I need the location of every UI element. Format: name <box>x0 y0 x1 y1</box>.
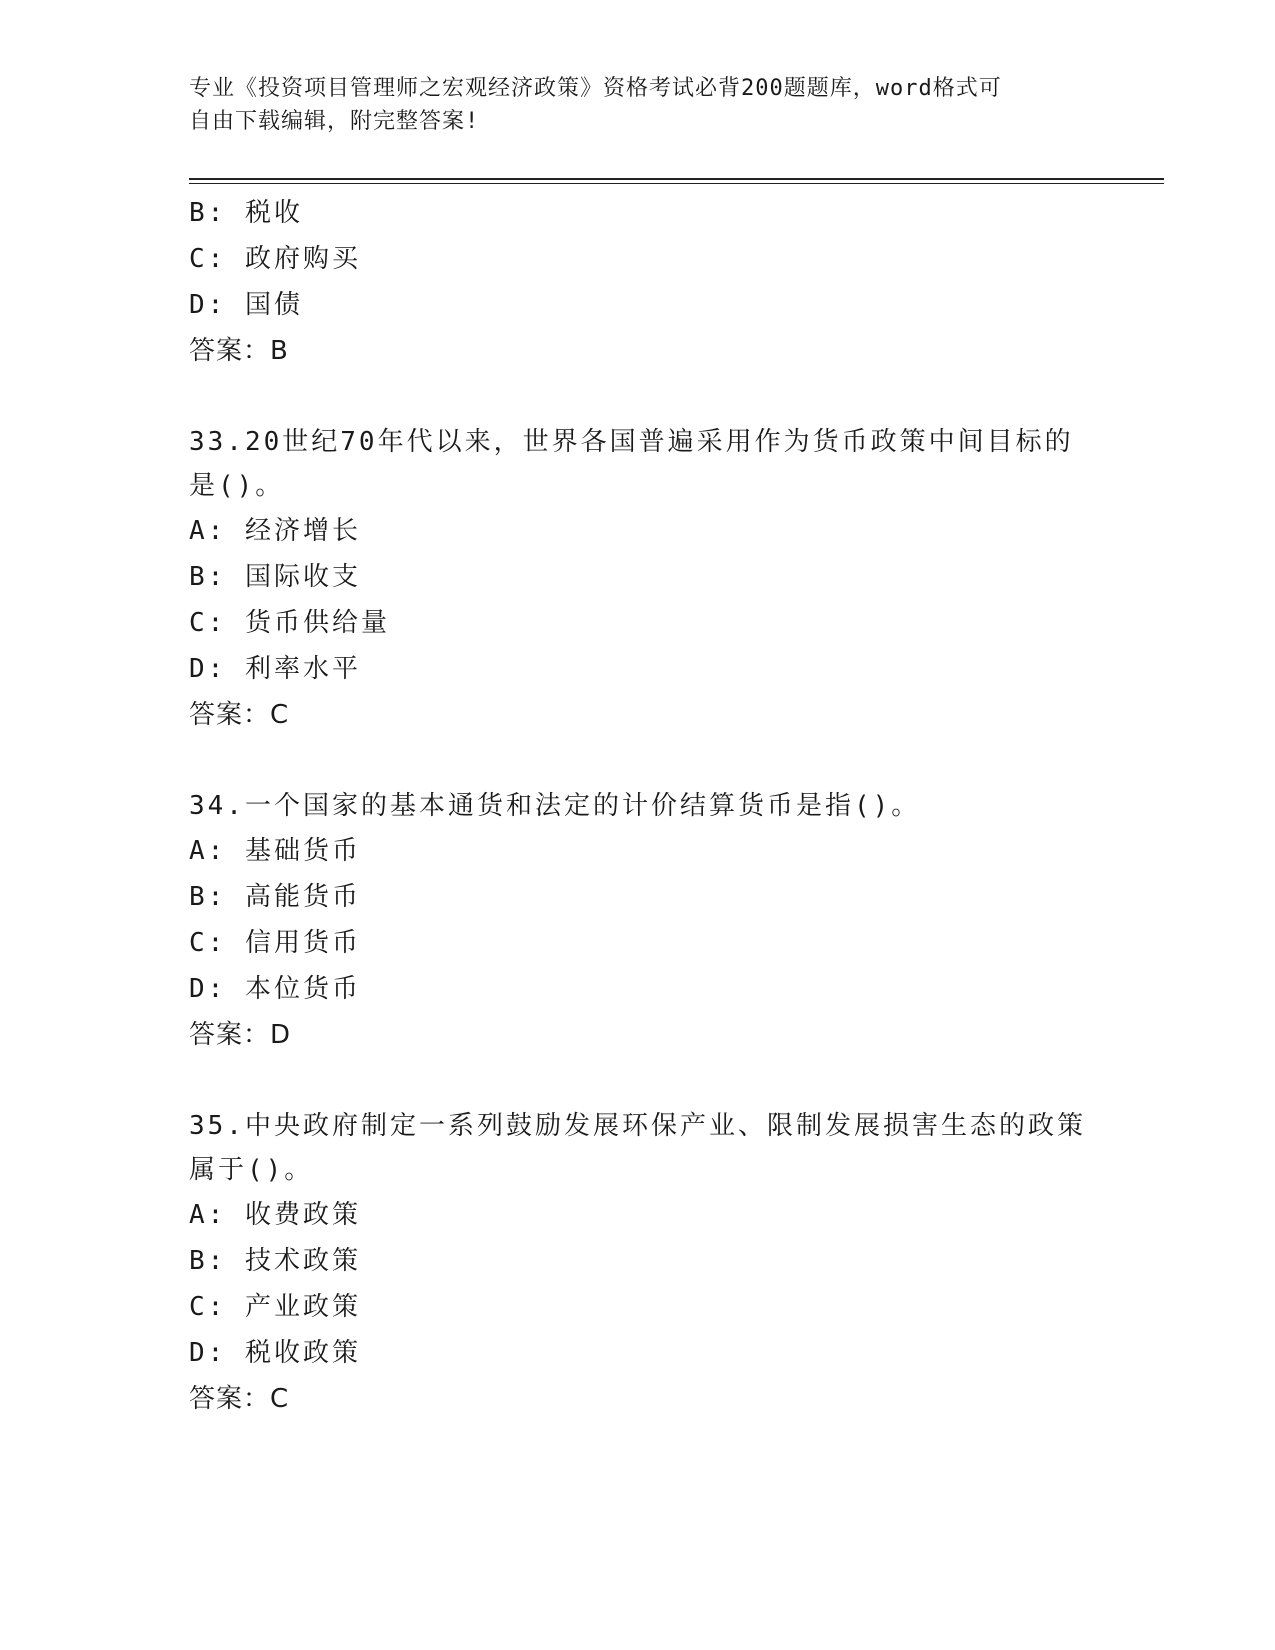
question-32-tail <box>189 190 1089 374</box>
option-c: C: 政府购买 <box>189 244 361 274</box>
answer-line: 答案：C <box>189 700 290 730</box>
header-divider-thick <box>189 178 1164 180</box>
question-list <box>189 190 1089 1422</box>
question-stem: 34.一个国家的基本通货和法定的计价结算货币是指()。 <box>189 791 921 821</box>
header-title-line-2: 自由下载编辑，附完整答案! <box>189 109 480 134</box>
option-d: D: 利率水平 <box>189 654 361 684</box>
answer-line: 答案：B <box>189 336 289 366</box>
question-stem: 33.20世纪70年代以来，世界各国普遍采用作为货币政策中间目标的 <box>189 427 1074 457</box>
option-c: C: 货币供给量 <box>189 608 390 638</box>
option-c: C: 信用货币 <box>189 928 361 958</box>
option-b: B: 技术政策 <box>189 1246 361 1276</box>
option-d: D: 本位货币 <box>189 974 361 1004</box>
option-d: D: 税收政策 <box>189 1338 361 1368</box>
option-b: B: 高能货币 <box>189 882 361 912</box>
answer-line: 答案：D <box>189 1020 292 1050</box>
answer-line: 答案：C <box>189 1384 290 1414</box>
document-header <box>189 72 1089 138</box>
option-b: B: 国际收支 <box>189 562 361 592</box>
question-35 <box>189 1104 1089 1422</box>
question-stem-continued: 属于()。 <box>189 1155 314 1185</box>
option-a: A: 收费政策 <box>189 1200 361 1230</box>
header-title-line-1: 专业《投资项目管理师之宏观经济政策》资格考试必背200题题库，word格式可 <box>189 76 1002 101</box>
option-d: D: 国债 <box>189 290 303 320</box>
option-a: A: 基础货币 <box>189 836 361 866</box>
option-b: B: 税收 <box>189 198 303 228</box>
option-c: C: 产业政策 <box>189 1292 361 1322</box>
question-stem-continued: 是()。 <box>189 471 285 501</box>
option-a: A: 经济增长 <box>189 516 361 546</box>
question-34 <box>189 784 1089 1058</box>
header-divider-thin <box>189 183 1164 184</box>
question-stem: 35.中央政府制定一系列鼓励发展环保产业、限制发展损害生态的政策 <box>189 1111 1086 1141</box>
question-33 <box>189 420 1089 738</box>
